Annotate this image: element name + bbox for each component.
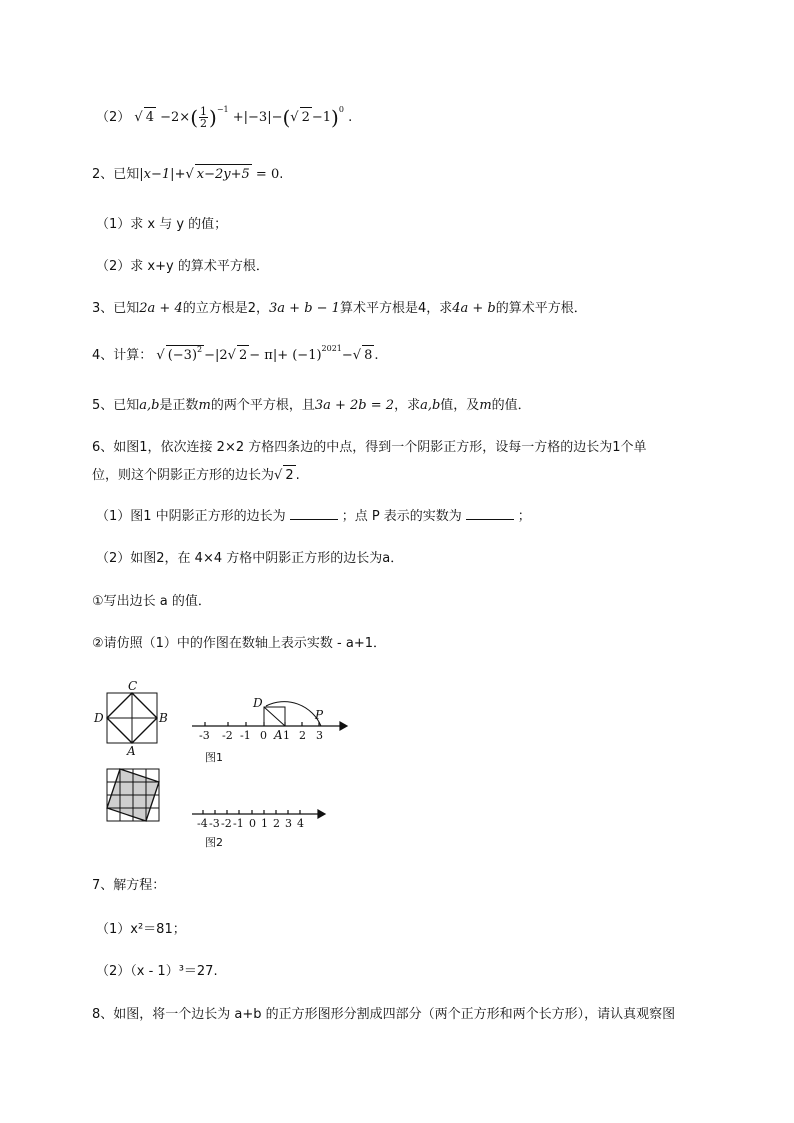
svg-text:1: 1 <box>261 817 268 830</box>
fig1-label-P: P <box>315 708 324 722</box>
svg-text:0: 0 <box>260 729 267 742</box>
svg-text:-4: -4 <box>197 817 208 830</box>
label-D: D <box>94 711 104 725</box>
svg-text:2: 2 <box>299 729 306 742</box>
label-C: C <box>128 679 138 693</box>
fig1-caption: 图1 <box>205 751 223 764</box>
svg-text:-2: -2 <box>222 729 233 742</box>
q7-part1: （1）x²＝81； <box>96 922 186 937</box>
q7-title: 7、解方程： <box>92 878 166 893</box>
fig2-caption: 图2 <box>205 836 223 849</box>
q2-part1: （1）求 x 与 y 的值； <box>96 217 228 232</box>
q6-sub1: ①写出边长 a 的值． <box>92 594 211 609</box>
q1-part2: （2） √ 4 −2×( $\frac{1}{2}$ )$^{-1}$ +|−3|−(√ 2 −1)$^0$ . <box>96 105 353 130</box>
svg-text:-1: -1 <box>240 729 251 742</box>
svg-text:2: 2 <box>273 817 280 830</box>
q6-line2: 位，则这个阴影正方形的边长为√ 2 . <box>92 465 300 486</box>
q8: 8、如图，将一个边长为 a+b 的正方形图形分割成四部分（两个正方形和两个长方形），请认真观察图 <box>92 1007 676 1022</box>
q7-part2: （2）（x - 1）³＝27. <box>96 964 218 979</box>
q2-title: 2、已知|x−1|+√ x−2y+5 = 0. <box>92 164 283 185</box>
q6-sub2: ②请仿照（1）中的作图在数轴上表示实数 - a+1． <box>92 636 387 651</box>
svg-text:-2: -2 <box>221 817 232 830</box>
svg-text:4: 4 <box>297 817 304 830</box>
svg-text:-3: -3 <box>199 729 210 742</box>
svg-text:0: 0 <box>249 817 256 830</box>
svg-text:-3: -3 <box>209 817 220 830</box>
label-A: A <box>127 744 136 758</box>
fig2-tick-labels <box>197 817 304 830</box>
svg-text:3: 3 <box>285 817 292 830</box>
q3: 3、已知2a + 4的立方根是2，3a + b − 1算术平方根是4，求4a + b的算术平方根． <box>92 301 587 316</box>
svg-text:A: A <box>274 728 283 742</box>
fig1-tick-labels <box>199 728 323 742</box>
q6-part2: （2）如图2，在 4×4 方格中阴影正方形的边长为a． <box>96 551 404 566</box>
q1-expression: √ 4 −2×( $\frac{1}{2}$ )$^{-1}$ +|−3|−(√ 2 −1)$^0$ . <box>134 105 353 130</box>
label-B: B <box>159 711 168 725</box>
fig1-grid-square <box>107 693 157 743</box>
q5: 5、已知a,b是正数m的两个平方根，且3a + 2b = 2，求a,b值，及m的值． <box>92 398 531 413</box>
svg-text:3: 3 <box>316 729 323 742</box>
q6-part1: （1）图1 中阴影正方形的边长为 ；点 P 表示的实数为 ； <box>96 509 531 524</box>
q6-line1: 6、如图1，依次连接 2×2 方格四条边的中点，得到一个阴影正方形，设每一方格的边长为1个单 <box>92 440 647 455</box>
svg-text:-1: -1 <box>233 817 244 830</box>
fig1-label-D: D <box>253 696 263 710</box>
fig2-grid <box>107 769 159 821</box>
fig1-number-line <box>192 702 347 730</box>
fraction-one-half: $\frac{1}{2}$ <box>200 105 208 130</box>
svg-text:1: 1 <box>283 729 290 742</box>
q4: 4、计算： √ $(-3)^2 -|2√$ $2 - \pi|+ (-1)^{2021}-√$ 8 . <box>92 345 379 366</box>
q2-part2: （2）求 x+y 的算术平方根． <box>96 259 269 274</box>
